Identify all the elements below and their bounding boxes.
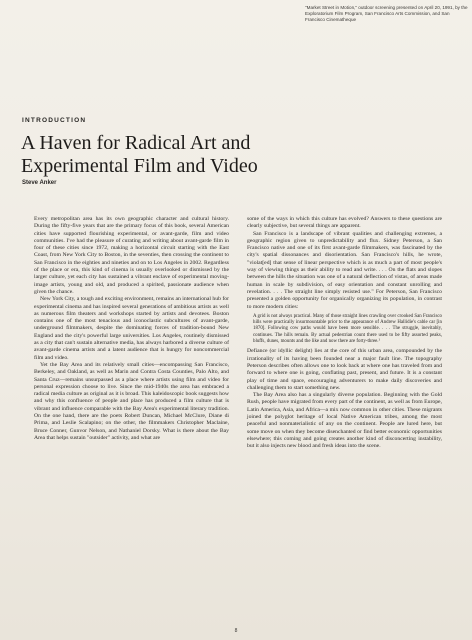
paragraph: The Bay Area also has a singularly diverse population. Beginning with the Gold Rush, people have migrated from every part of the continent, as well as from Europe, Latin America, Asia, and Africa—a mix now common in other cities. These migrants joined the polyglot heritage of local Native American tribes, among the most peaceful and nonmaterialistic of any on the continent. People are lured here, but some move on when they become disenchanted or find better economic opportunities elsewhere; this coming and going creates another kind of disconcerting instability, but it also injects new blood and fresh ideas into the scene. (247, 392, 442, 450)
block-quote: A grid is not always practical. Many of those straight lines crawling over crooked San Francisco hills were practically insurmountable prior to the appearance of Andrew Hallidie's cable car [in 1870]. Following cow paths would have been more sensible. . . . The struggle, inevitably, continues. The hills remain. By actual pedestrian count there used to be fifty assorted peaks, bluffs, dunes, mounts and the like and now there are forty-three.¹ (253, 313, 442, 345)
section-label: INTRODUCTION (22, 117, 87, 124)
photo-caption: "Market Street in Motion," outdoor screening presented on April 20, 1991, by the Exploratorium Film Program, San Francisco Arts Commission, and San Francisco Cinematheque (305, 5, 468, 23)
paragraph: Defiance (or idyllic delight) lies at the core of this urban area, compounded by the irrationality of its having been founded near a major fault line. The topography Peterson describes often allows one to look back at where one has traveled from and forward to where one is going, conflating past, present, and future. It is a constant play of time and space, encouraging adventurers to make daily discoveries and challenging them to start something new. (247, 348, 442, 391)
paragraph: Yet the Bay Area and its relatively small cities—encompassing San Francisco, Berkeley, and Oakland, as well as Marin and Contra Costa Counties, Palo Alto, and Santa Cruz—remains unsurpassed as a place where artists using film and video for personal expression choose to live. Since the mid-1940s the area has embraced a radical media culture as original as it is broad. This kaleidoscopic book suggests how and why this confluence of people and place has produced a film culture that is vibrant and influence comparable with the Bay Area's experimental literary tradition. On the one hand, there are the poets Robert Duncan, Michael McClure, Diane di Prima, and Leslie Scalapino; on the other, the filmmakers Christopher Maclaine, Bruce Conner, Gunvor Nelson, and Nathaniel Dorsky. What is there about the Bay Area that helps sustain "outsider" activity, and what are (34, 361, 229, 441)
left-column (34, 216, 229, 442)
page-number: 8 (234, 628, 238, 634)
author-name: Steve Anker (22, 180, 57, 186)
paragraph: Every metropolitan area has its own geographic character and cultural history. During the fifty-five years that are the primary focus of this book, several American cities have supported flourishing experimental, or avant-garde, film and video communities. I've had the pleasure of curating and writing about avant-garde film in four of these cities since 1972, making a horizontal circuit starting with the East Coast, from New York City to Boston, in the seventies, then crossing the continent to San Francisco in the eighties and nineties and on to Los Angeles in 2002. Regardless of the place or era, this kind of cinema is usually overlooked or dismissed by the larger culture, yet each city has sustained a vibrant enclave of experimental moving-image artists, young and old, and produced a spirited, passionate audience when given the chance. (34, 216, 229, 295)
paragraph: some of the ways in which this culture has evolved? Answers to these questions are clearly subjective, but several things are apparent. (247, 216, 442, 230)
page-title: A Haven for Radical Art and Experimental Film and Video (21, 132, 258, 177)
paragraph: San Francisco is a landscape of vibrant qualities and challenging extremes, a geographic region given to unpredictability and flux. Sidney Peterson, a San Francisco native and one of its first avant-garde filmmakers, was fascinated by the city's spatial dissonances and disorientation. San Francisco's hills, he wrote, "violat[ed] that sense of linear perspective which is as much a part of most people's way of viewing things as their ability to read and write. . . . On the flats and slopes between the hills the situation was one of a natural deflection of vistas, of areas made human in scale by subdivision, of easy orientation and constant unrolling and revelation. . . . The straight line simply resisted use." For Peterson, San Francisco presented a golden opportunity for organically organizing its population, in contrast to more modern cities: (247, 230, 442, 310)
paragraph: New York City, a tough and exciting environment, remains an international hub for experimental cinema and has inspired several generations of ambitious artists as well as numerous film theaters and workshops started by artists and devotees. Boston contains one of the most tenacious and iconoclastic subcultures of avant-garde, underground filmmakers, despite the dominating forces of tradition-bound New England and the city's powerful large universities. Los Angeles, routinely dismissed as a city that can't sustain alternative media, has always harbored a diverse culture of avant-garde cinema artists and a latent audience that is hungry for noncommercial film and video. (34, 296, 230, 361)
right-column (247, 216, 442, 451)
